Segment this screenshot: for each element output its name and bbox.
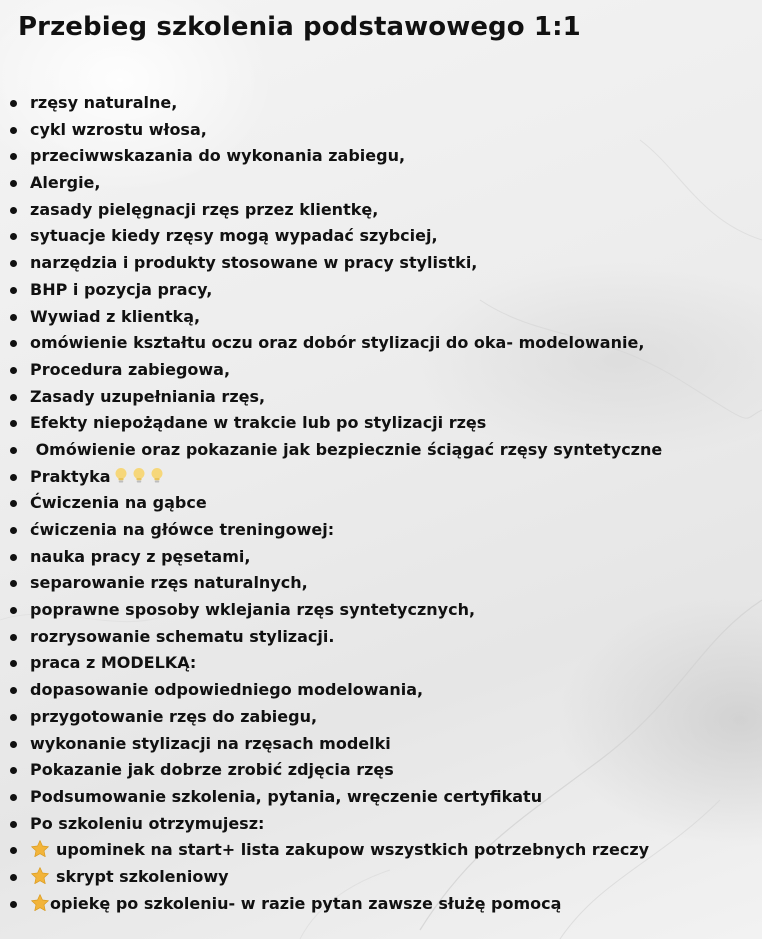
bullet-icon <box>10 287 17 294</box>
list-item <box>0 837 762 864</box>
bullet-icon <box>10 901 17 908</box>
bullet-icon <box>10 153 17 160</box>
list-item-text: wykonanie stylizacji na rzęsach modelki <box>30 733 391 753</box>
bullet-icon <box>10 447 17 454</box>
list-item-text: upominek na start+ lista zakupow wszystkich potrzebnych rzeczy <box>56 840 650 860</box>
list-item <box>0 677 762 704</box>
list-item <box>0 170 762 197</box>
list-item-text: Efekty niepożądane w trakcie lub po stylizacji rzęs <box>30 413 487 433</box>
list-item <box>0 784 762 811</box>
bullet-icon <box>10 340 17 347</box>
list-item <box>0 544 762 571</box>
list-item <box>0 704 762 731</box>
list-item-text: Ćwiczenia na gąbce <box>30 493 207 513</box>
star-icon <box>30 839 50 859</box>
list-item-text: narzędzia i produkty stosowane w pracy stylistki, <box>30 253 478 273</box>
light-bulb-icon <box>113 467 129 485</box>
list-item <box>0 277 762 304</box>
bullet-icon <box>10 607 17 614</box>
list-item <box>0 624 762 651</box>
list-item <box>0 384 762 411</box>
list-item-text: nauka pracy z pęsetami, <box>30 546 251 566</box>
bullet-icon <box>10 554 17 561</box>
list-item <box>0 90 762 117</box>
bullet-icon <box>10 714 17 721</box>
bullet-icon <box>10 794 17 801</box>
list-item <box>0 304 762 331</box>
list-item <box>0 197 762 224</box>
list-item <box>0 464 762 491</box>
list-item-text: Praktyka <box>30 466 111 486</box>
bullet-icon <box>10 314 17 321</box>
list-item-text: poprawne sposoby wklejania rzęs syntetycznych, <box>30 600 476 620</box>
list-item <box>0 757 762 784</box>
list-item-text: rzęsy naturalne, <box>30 93 178 112</box>
list-item-text: rozrysowanie schematu stylizacji. <box>30 626 335 646</box>
list-item <box>0 410 762 437</box>
bullet-icon <box>10 394 17 401</box>
bullet-icon <box>10 580 17 587</box>
list-item <box>0 570 762 597</box>
list-item-text: cykl wzrostu włosa, <box>30 119 207 139</box>
light-bulb-icon <box>131 467 147 485</box>
bullet-icon <box>10 420 17 427</box>
bullet-icon <box>10 821 17 828</box>
list-item-text: Alergie, <box>30 173 101 193</box>
bullet-icon <box>10 260 17 267</box>
list-item <box>0 330 762 357</box>
star-icon <box>30 866 50 886</box>
bullet-icon <box>10 100 17 107</box>
list-item <box>0 357 762 384</box>
list-item <box>0 891 762 918</box>
list-item <box>0 597 762 624</box>
list-item-text: separowanie rzęs naturalnych, <box>30 573 308 593</box>
list-item-text: dopasowanie odpowiedniego modelowania, <box>30 680 424 700</box>
bullet-icon <box>10 474 17 481</box>
bullet-icon <box>10 874 17 881</box>
list-item <box>0 250 762 277</box>
list-item <box>0 117 762 144</box>
list-item <box>0 731 762 758</box>
light-bulb-icon <box>149 467 165 485</box>
list-item-text: praca z MODELKĄ: <box>30 653 197 673</box>
list-item-text: Pokazanie jak dobrze zrobić zdjęcia rzęs <box>30 760 394 780</box>
bullet-icon <box>10 180 17 187</box>
bullet-icon <box>10 767 17 774</box>
list-item-text: sytuacje kiedy rzęsy mogą wypadać szybciej, <box>30 226 438 246</box>
bullet-icon <box>10 527 17 534</box>
list-item-text: skrypt szkoleniowy <box>56 866 229 886</box>
bullet-icon <box>10 500 17 507</box>
list-item <box>0 650 762 677</box>
list-item-text: Omówienie oraz pokazanie jak bezpiecznie ściągać rzęsy syntetyczne <box>30 439 663 459</box>
bullet-icon <box>10 687 17 694</box>
list-item <box>0 437 762 464</box>
list-item-text: opiekę po szkoleniu- w razie pytan zawsze służę pomocą <box>50 893 562 913</box>
star-icon <box>30 893 50 913</box>
bullet-icon <box>10 233 17 240</box>
bullet-icon <box>10 127 17 134</box>
bullet-icon <box>10 367 17 374</box>
bullet-icon <box>10 847 17 854</box>
list-item-text: Po szkoleniu otrzymujesz: <box>30 813 265 833</box>
training-agenda-list <box>0 90 762 917</box>
list-item <box>0 143 762 170</box>
list-item-text: Podsumowanie szkolenia, pytania, wręczenie certyfikatu <box>30 786 543 806</box>
page-title: Przebieg szkolenia podstawowego 1:1 <box>18 12 581 42</box>
list-item-text: Zasady uzupełniania rzęs, <box>30 386 266 406</box>
bullet-icon <box>10 634 17 641</box>
bullet-icon <box>10 207 17 214</box>
list-item <box>0 490 762 517</box>
list-item-text: przygotowanie rzęs do zabiegu, <box>30 706 318 726</box>
list-item-text: Procedura zabiegowa, <box>30 359 231 379</box>
list-item-text: BHP i pozycja pracy, <box>30 279 213 299</box>
list-item-text: zasady pielęgnacji rzęs przez klientkę, <box>30 199 379 219</box>
list-item <box>0 811 762 838</box>
bullet-icon <box>10 741 17 748</box>
list-item-text: omówienie kształtu oczu oraz dobór stylizacji do oka- modelowanie, <box>30 333 645 353</box>
bullet-icon <box>10 660 17 667</box>
list-item-text: ćwiczenia na główce treningowej: <box>30 520 335 539</box>
list-item <box>0 223 762 250</box>
list-item-text: przeciwwskazania do wykonania zabiegu, <box>30 146 406 166</box>
list-item <box>0 864 762 891</box>
list-item <box>0 517 762 544</box>
list-item-text: Wywiad z klientką, <box>30 306 201 326</box>
